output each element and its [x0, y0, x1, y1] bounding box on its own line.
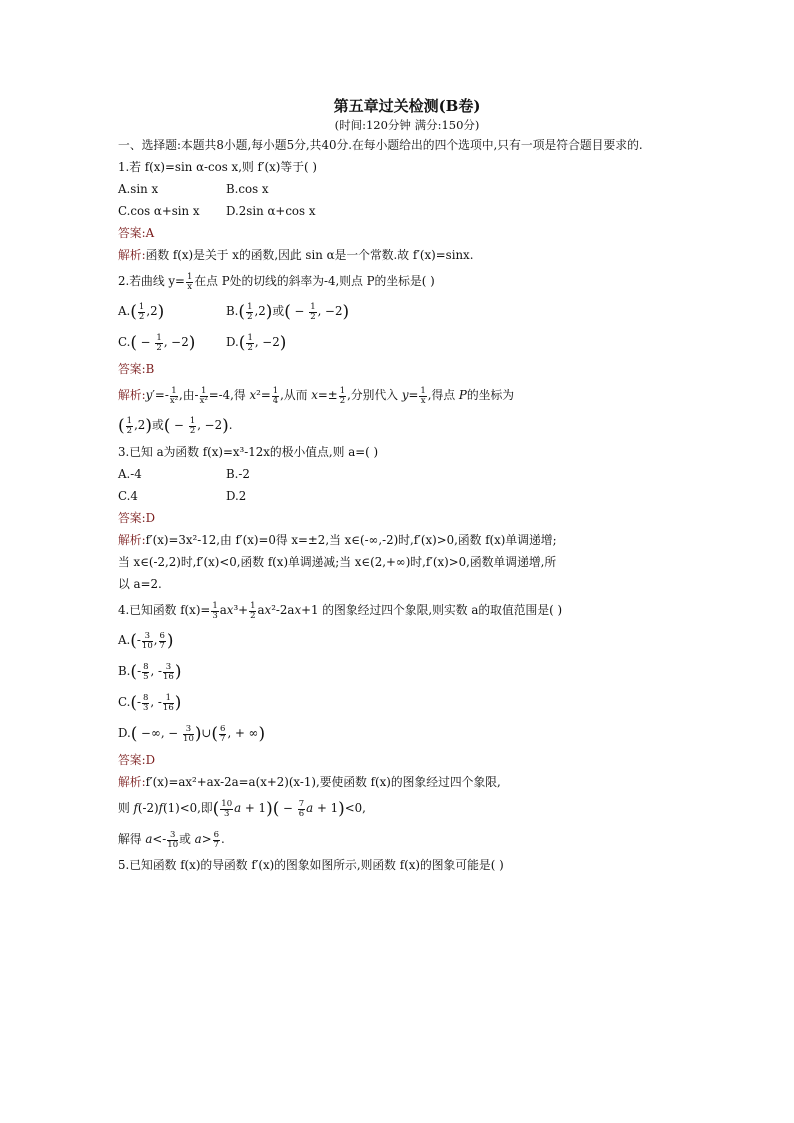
q3-analysis-line2: 当 x∈(-2,2)时,f′(x)<0,函数 f(x)单调递减;当 x∈(2,+∞)时,f′(x)>0,函数单调递增,所 — [118, 555, 557, 569]
q4-analysis-line2: 则 f(-2)f(1)<0,即( $\frac{10}{3}$ a + 1)( − $\frac{7}{6}$ a + 1)<0, — [118, 798, 366, 819]
q1-option-b: B.cos x — [226, 182, 269, 196]
q3-analysis-line3: 以 a=2. — [118, 577, 162, 591]
q5-stem: 5.已知函数 f(x)的导函数 f′(x)的图象如图所示,则函数 f(x)的图象可能是( ) — [118, 858, 504, 872]
q2-answer: 答案:B — [118, 362, 155, 376]
q4-stem: 4.已知函数 f(x)= $\frac{1}{3}$ ax³+ $\frac{1}{2}$ ax²-2ax+1 的图象经过四个象限,则实数 a的取值范围是( ) — [118, 600, 563, 621]
q3-option-b: B.-2 — [226, 467, 250, 481]
q2-options-row2 — [118, 327, 678, 358]
q3-analysis-label: 解析: — [118, 533, 146, 547]
q3-option-a: A.-4 — [118, 467, 142, 481]
q1-analysis-label: 解析: — [118, 248, 146, 262]
page-subtitle: (时间:120分钟 满分:150分) — [334, 118, 480, 132]
q3-stem: 3.已知 a为函数 f(x)=x³-12x的极小值点,则 a=( ) — [118, 445, 379, 459]
q2-stem-fraction: $\frac{1}{x}$ — [186, 271, 193, 292]
q1-stem: 1.若 f(x)=sin α-cos x,则 f′(x)等于( ) — [118, 160, 317, 174]
q4-analysis-line1 — [118, 771, 678, 793]
q4-option-a: A.(- $\frac{3}{10}$ , $\frac{6}{7}$ ) — [118, 630, 174, 651]
q3-analysis-text1: f′(x)=3x²-12,由 f′(x)=0得 x=±2,当 x∈(-∞,-2)时,f′(x)>0,函数 f(x)单调递增; — [145, 533, 557, 547]
q4-analysis-label: 解析: — [118, 775, 146, 789]
q4-analysis-text1: f′(x)=ax²+ax-2a=a(x+2)(x-1),要使函数 f(x)的图象经过四个象限, — [145, 775, 501, 789]
q2-option-a: A.( $\frac{1}{2}$ ,2) — [118, 301, 165, 322]
document-page — [118, 96, 678, 876]
q3-option-c: C.4 — [118, 489, 138, 503]
q2-analysis-line2: ( $\frac{1}{2}$ ,2)或( − $\frac{1}{2}$ , −2). — [118, 415, 233, 436]
q1-option-c: C.cos α+sin x — [118, 204, 200, 218]
q3-analysis-line1 — [118, 529, 678, 551]
page-title: 第五章过关检测(B卷) — [333, 97, 481, 115]
q1-option-a: A.sin x — [118, 182, 159, 196]
q2-option-b: B.( $\frac{1}{2}$ ,2)或( − $\frac{1}{2}$ , −2) — [226, 301, 350, 322]
q1-options-row2 — [118, 200, 678, 222]
q4-option-b: B.(- $\frac{8}{5}$ , - $\frac{3}{16}$ ) — [118, 661, 182, 682]
q3-answer: 答案:D — [118, 511, 156, 525]
q2-analysis-label: 解析: — [118, 388, 146, 402]
q2-stem-post: 在点 P处的切线的斜率为-4,则点 P的坐标是( ) — [194, 274, 435, 288]
q2-analysis-line1: 解析:y′=- $\frac{1}{\text{x²}}$ ,由- $\frac{1}{\text{x²}}$ =-4,得 x²= $\frac{1}{4}$ ,从而 x=± $\frac{1}{2}$ ,分别代入 y= $\frac{1}{x}$ ,得点 P的坐标为 — [118, 385, 515, 406]
q3-options-row2 — [118, 485, 678, 507]
q2-stem-pre: 2.若曲线 y= — [118, 274, 185, 288]
q2-stem — [118, 266, 678, 296]
q1-answer: 答案:A — [118, 226, 155, 240]
q3-option-d: D.2 — [226, 489, 247, 503]
q2-options-row1 — [118, 296, 678, 327]
q3-options-row1 — [118, 463, 678, 485]
q2-option-c: C.( − $\frac{1}{2}$ , −2) — [118, 332, 196, 353]
section-heading: 一、选择题:本题共8小题,每小题5分,共40分.在每小题给出的四个选项中,只有一项是符合题目要求的. — [118, 138, 643, 152]
q4-option-c: C.(- $\frac{8}{3}$ , - $\frac{1}{16}$ ) — [118, 692, 182, 713]
q4-answer: 答案:D — [118, 753, 156, 767]
q4-stem-post: 的图象经过四个象限,则实数 a的取值范围是( ) — [322, 603, 563, 617]
q1-analysis — [118, 244, 678, 266]
q4-option-d: D.( −∞, − $\frac{3}{10}$ )∪( $\frac{6}{7}$ , + ∞) — [118, 723, 266, 744]
q1-options-row1 — [118, 178, 678, 200]
q4-stem-pre: 4.已知函数 f(x)= — [118, 603, 211, 617]
q4-analysis-line3: 解得 a<- $\frac{3}{10}$ 或 a> $\frac{6}{7}$ . — [118, 829, 225, 850]
q1-analysis-text: 函数 f(x)是关于 x的函数,因此 sin α是一个常数.故 f′(x)=sinx. — [145, 248, 474, 262]
q1-option-d: D.2sin α+cos x — [226, 204, 316, 218]
q2-option-d: D.( $\frac{1}{2}$ , −2) — [226, 332, 287, 353]
